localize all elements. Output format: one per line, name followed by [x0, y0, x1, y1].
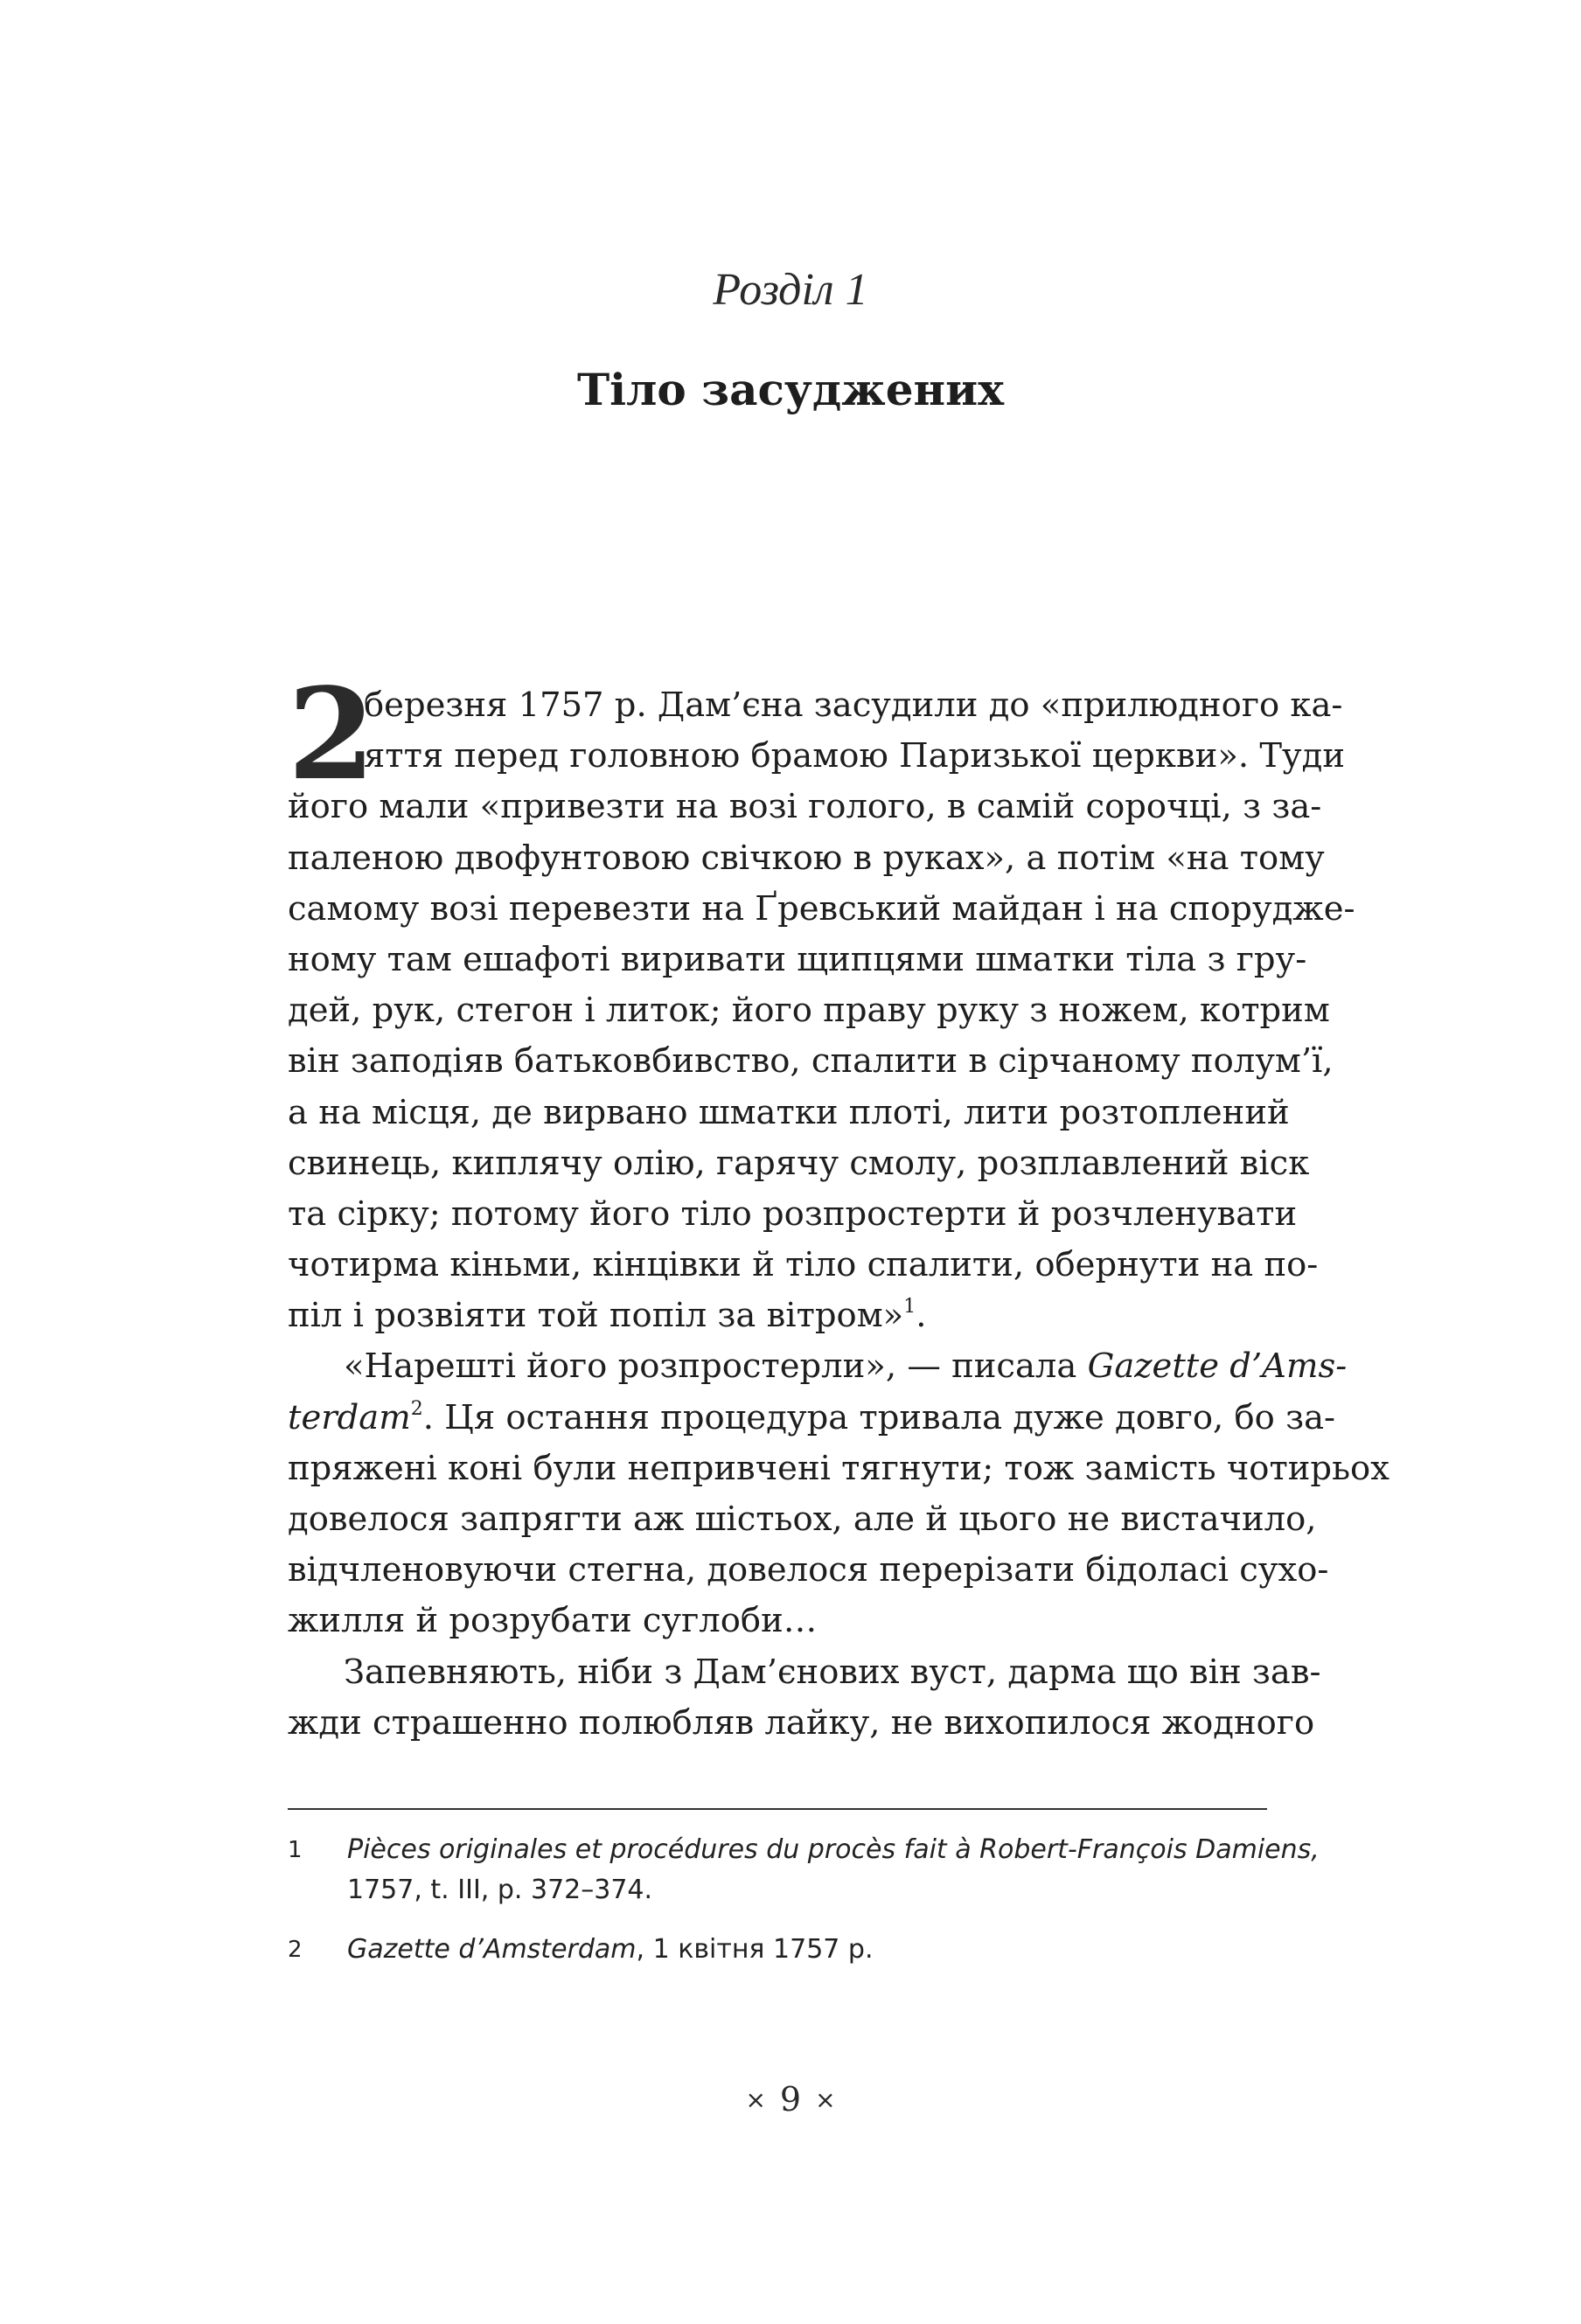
footnote-source-rest: , 1 квітня 1757 р. — [636, 1934, 874, 1965]
text-line: пряжені коні були непривчені тягнути; тож замість чотирьох — [288, 1448, 1389, 1488]
drop-cap: 2 — [288, 660, 376, 808]
ornament-left: × — [745, 2085, 766, 2114]
text-line — [288, 1393, 1336, 1444]
footnote-source-title: Gazette d’Amsterdam — [347, 1934, 637, 1965]
footnote-2 — [288, 1930, 1267, 1970]
footnote-divider — [288, 1808, 1267, 1810]
chapter-title: Тіло засуджених — [576, 364, 1005, 415]
text-line: довелося запрягти аж шістьох, але й цього не вистачило, — [288, 1499, 1317, 1539]
footnote-ref-2[interactable]: 2 — [410, 1397, 423, 1420]
text-line: паленою двофунтовою свічкою в руках», а потім «на тому — [288, 838, 1325, 878]
text-line: чотирма кіньми, кінцівки й тіло спалити, обернути на по- — [288, 1245, 1319, 1285]
text-line: жди страшенно полюбляв лайку, не вихопилося жодного — [288, 1702, 1315, 1743]
text-line-content: піл і розвіяти той попіл за вітром» — [288, 1296, 904, 1336]
footnote-ref-1[interactable]: 1 — [903, 1296, 916, 1319]
text-line: жилля й розрубати суглоби… — [288, 1601, 818, 1641]
text-line: а на місця, де вирвано шматки плоті, лити розтоплений — [288, 1092, 1290, 1132]
footnote-number: 1 — [288, 1837, 303, 1863]
text-line: березня 1757 р. Дам’єна засудили до «прилюдного ка- — [364, 685, 1343, 725]
text-line-content: «Нарешті його розпростерли», — писала — [344, 1346, 1088, 1387]
text-line: ному там ешафоті виривати щипцями шматки тіла з гру- — [288, 939, 1307, 979]
footnote-text: 1757, t. III, p. 372–374. — [347, 1875, 653, 1905]
text-line: Запевняють, ніби з Дам’єнових вуст, дарма що він зав- — [344, 1652, 1321, 1692]
newspaper-title: terdam — [288, 1397, 411, 1437]
footnote-1 — [288, 1830, 1320, 1910]
footnotes — [288, 1830, 1320, 1989]
footnote-text — [347, 1930, 1267, 1970]
text-line — [288, 1341, 1348, 1392]
ornament-right: × — [815, 2085, 836, 2114]
text-line-content: . Ця остання процедура тривала дуже довго, бо за- — [422, 1397, 1336, 1437]
body-text — [288, 660, 1389, 1749]
page-number — [0, 2077, 1581, 2122]
text-line: свинець, киплячу олію, гарячу смолу, розплавлений віск — [288, 1143, 1310, 1183]
text-line: піл і розвіяти той попіл за вітром»$^1$. — [288, 1296, 927, 1336]
page-number-value: 9 — [779, 2080, 802, 2119]
text-line: він заподіяв батьковбивство, спалити в сірчаному полум’ї, — [288, 1041, 1334, 1082]
footnote-text: Pièces originales et procédures du procès fait à Robert-François Damiens, — [347, 1834, 1320, 1865]
newspaper-title: Gazette d’Ams- — [1087, 1346, 1348, 1387]
text-line: та сірку; потому його тіло розпростерти й розчленувати — [288, 1193, 1298, 1234]
footnote-number: 2 — [288, 1937, 303, 1963]
text-line: його мали «привезти на возі голого, в самій сорочці, з за- — [288, 787, 1322, 827]
text-line: відчленовуючи стегна, довелося перерізати бідоласі сухо- — [288, 1550, 1329, 1590]
text-line: самому возі перевезти на Ґревський майдан і на споруджe- — [288, 888, 1355, 929]
text-line: дей, рук, стегон і литок; його праву руку з ножем, котрим — [288, 991, 1330, 1031]
text-line: яття перед головною брамою Паризької церкви». Туди — [364, 736, 1346, 776]
chapter-label: Розділ 1 — [713, 265, 868, 315]
